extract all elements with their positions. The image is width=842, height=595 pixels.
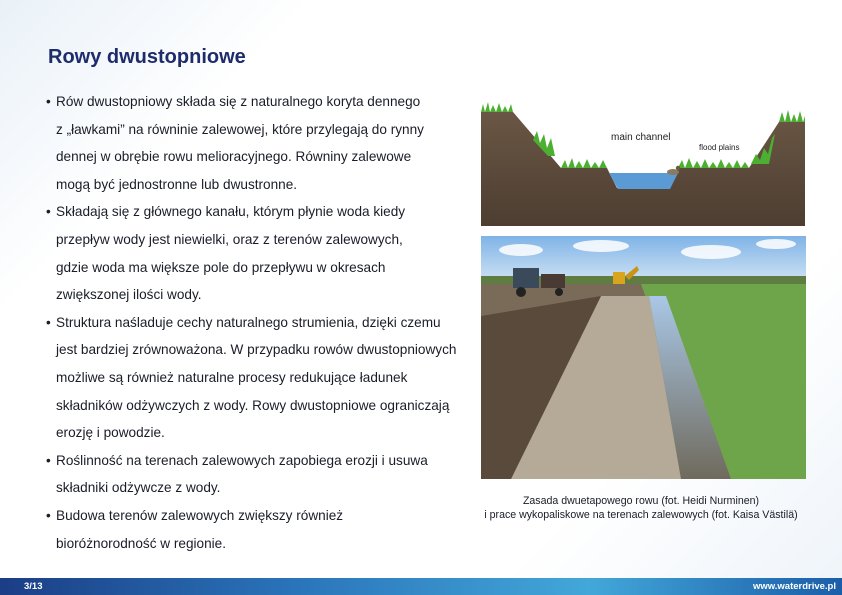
bullet-marker: • xyxy=(46,507,51,523)
bullet-item xyxy=(46,447,476,502)
excavation-photo xyxy=(481,236,806,479)
footer-bar xyxy=(0,578,842,595)
bullet-line: składników odżywczych z wody. Rowy dwustopniowe ograniczają xyxy=(56,397,450,413)
image-caption xyxy=(466,494,816,522)
bullet-marker: • xyxy=(46,314,51,330)
bullet-line: składniki odżywcze z wody. xyxy=(56,480,221,496)
bullet-line: jest bardziej zrównoważona. W przypadku rowów dwustopniowych xyxy=(56,342,457,358)
soil-profile xyxy=(481,112,805,226)
two-stage-ditch-diagram xyxy=(473,68,818,234)
bullet-line: Budowa terenów zalewowych zwiększy również xyxy=(56,507,344,523)
bullet-line: mogą być jednostronne lub dwustronne. xyxy=(56,176,298,192)
caption-line-1: Zasada dwuetapowego rowu (fot. Heidi Nurminen) xyxy=(522,495,760,507)
flood-plains-label: flood plains xyxy=(699,143,740,152)
bullet-line: zwiększonej ilości wody. xyxy=(56,287,202,303)
water-channel xyxy=(609,173,678,189)
bullet-line: przepływ wody jest niewielki, oraz z terenów zalewowych, xyxy=(56,231,403,247)
main-channel-label: main channel xyxy=(611,132,671,143)
ditch-cross-section-illustration xyxy=(473,68,818,234)
bullet-marker: • xyxy=(46,452,51,468)
bullet-line: z „ławkami” na równinie zalewowej, które przylegają do rynny xyxy=(56,121,424,137)
bullet-line: Roślinność na terenach zalewowych zapobiega erozji i usuwa xyxy=(56,452,428,468)
slide-title: Rowy dwustopniowe xyxy=(48,46,246,68)
bullet-item xyxy=(46,88,476,198)
page-number: 3/13 xyxy=(24,581,43,592)
bullet-line: Składają się z głównego kanału, którym płynie woda kiedy xyxy=(56,204,406,220)
bullet-line: bioróżnorodność w regionie. xyxy=(56,535,227,551)
bullet-item xyxy=(46,198,476,308)
bullet-item xyxy=(46,309,476,447)
caption-line-2: i prace wykopaliskowe na terenach zalewowych (fot. Kaisa Västilä) xyxy=(484,509,798,521)
excavation-photo-illustration xyxy=(481,236,806,479)
website-link[interactable]: www.waterdrive.pl xyxy=(752,581,836,592)
bullet-marker: • xyxy=(46,204,51,220)
bullet-line: dennej w obrębie rowu melioracyjnego. Równiny zalewowe xyxy=(56,149,412,165)
bullet-line: gdzie woda ma większe pole do przepływu w okresach xyxy=(56,259,386,275)
bullet-line: erozję i powodzie. xyxy=(56,425,165,441)
bullet-line: Struktura naśladuje cechy naturalnego strumienia, dzięki czemu xyxy=(56,314,441,330)
bullet-list xyxy=(46,88,476,557)
bullet-line: Rów dwustopniowy składa się z naturalnego koryta dennego xyxy=(56,94,421,109)
bullet-marker: • xyxy=(46,94,51,109)
bullet-item xyxy=(46,502,476,557)
bullet-line: możliwe są również naturalne procesy redukujące ładunek xyxy=(56,369,408,385)
